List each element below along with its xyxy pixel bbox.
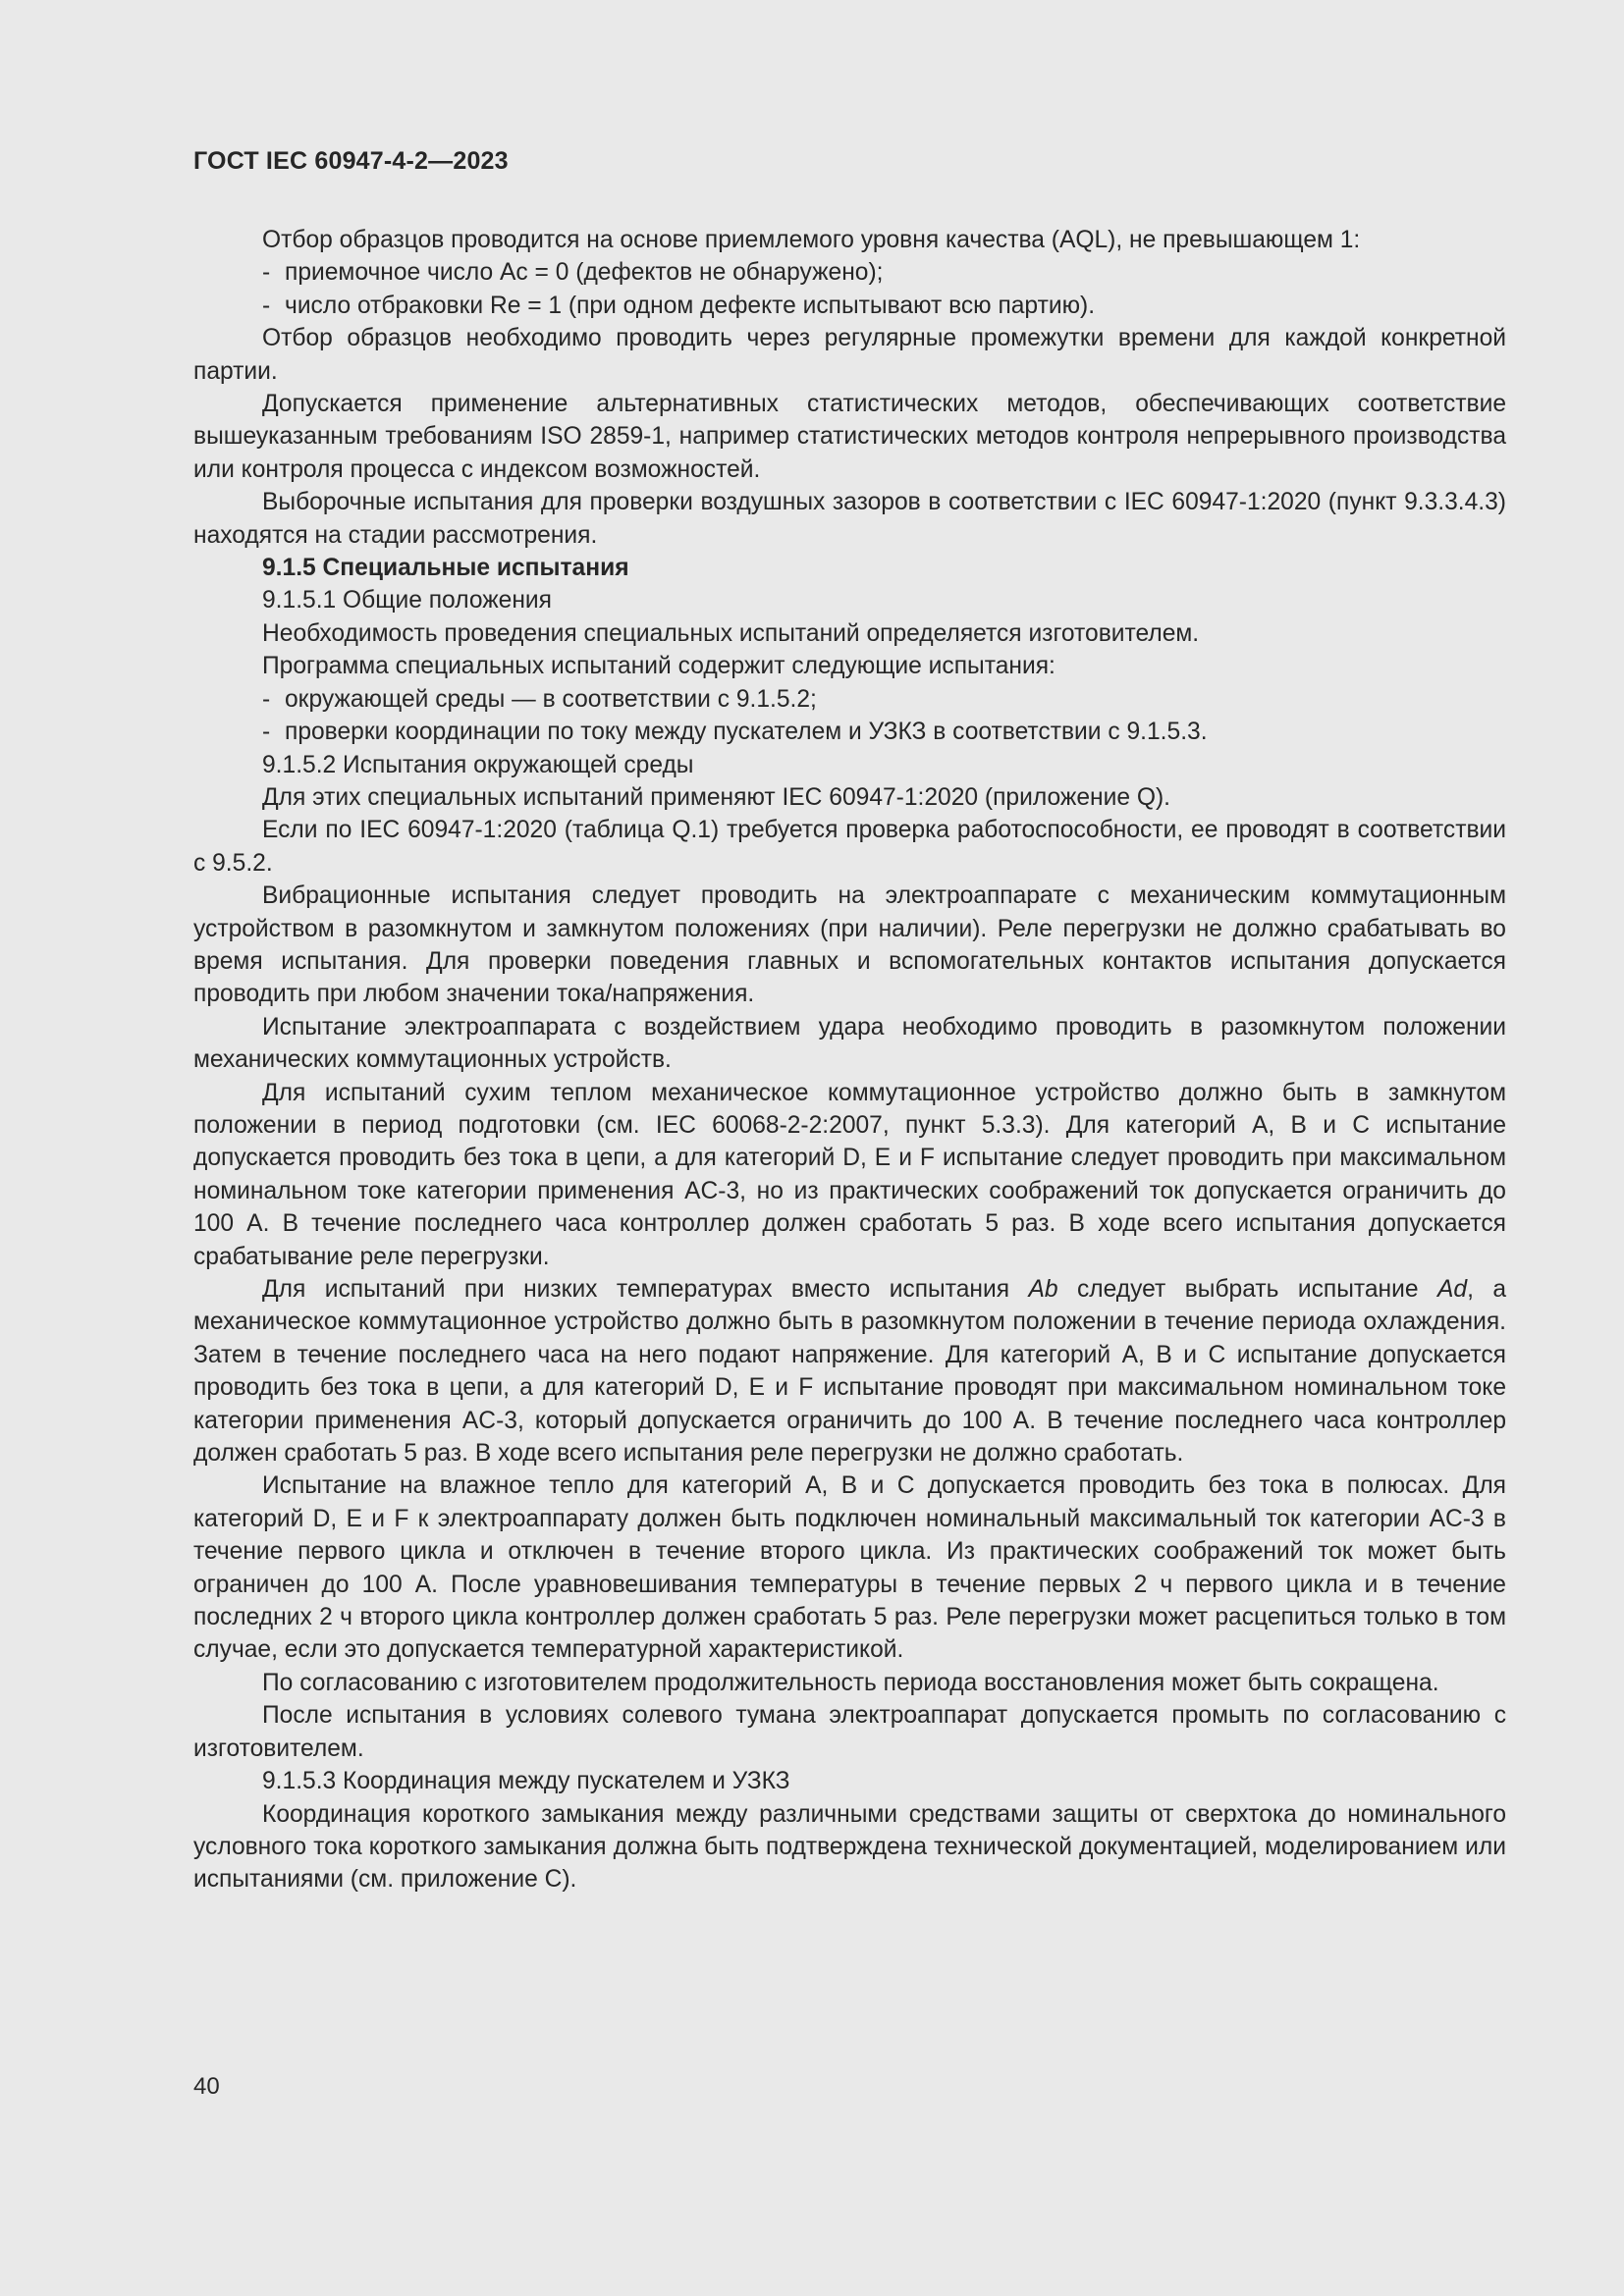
paragraph: Испытание на влажное тепло для категорий A, B и C допускается проводить без тока в полюсах. Для категорий D, E и F к электроаппарату должен быть подключен номинальный максимальный ток категории AC-3 в течение первого цикла и отключен в течение второго цикла. Из практических соображений ток может быть ограничен до 100 А. После уравновешивания температуры в течение первых 2 ч первого цикла и в течение последних 2 ч второго цикла контроллер должен сработать 5 раз. Реле перегрузки может расцепиться только в том случае, если это допускается температурной характеристикой. (193, 1472, 1506, 1664)
paragraph: По согласованию с изготовителем продолжительность периода восстановления может быть сокращена. (262, 1669, 1439, 1696)
section-heading: 9.1.5 Специальные испытания (262, 555, 629, 582)
list-item-text: окружающей среды — в соответствии с 9.1.5.2; (285, 685, 817, 713)
list-item-text: проверки координации по току между пускателем и УЗКЗ в соответствии с 9.1.5.3. (285, 719, 1208, 746)
paragraph: Координация короткого замыкания между различными средствами защиты от сверхтока до номинального условного тока короткого замыкания должна быть подтверждена технической документацией, моделированием или испытаниями (см. приложение C). (193, 1800, 1506, 1894)
paragraph: Выборочные испытания для проверки воздушных зазоров в соответствии с IEC 60947-1:2020 (пункт 9.3.3.4.3) находятся на стадии рассмотрения. (193, 489, 1506, 549)
paragraph: Необходимость проведения специальных испытаний определяется изготовителем. (262, 619, 1200, 647)
test-ab-term: Ab (1028, 1276, 1058, 1303)
list-item-text: число отбраковки Re = 1 (при одном дефекте испытывают всю партию). (285, 292, 1096, 319)
paragraph: Программа специальных испытаний содержит следующие испытания: (262, 653, 1056, 680)
list-item: - число отбраковки Re = 1 (при одном дефекте испытывают всю партию). (262, 292, 1096, 319)
list-item: - проверки координации по току между пускателем и УЗКЗ в соответствии с 9.1.5.3. (262, 719, 1208, 746)
test-ad-term: Ad (1436, 1276, 1468, 1303)
paragraph: Отбор образцов проводится на основе приемлемого уровня качества (AQL), не превышающем 1: (262, 227, 1361, 253)
page-number: 40 (193, 2073, 220, 2100)
list-item-text: приемочное число Ac = 0 (дефектов не обнаружено); (285, 259, 884, 287)
list-item: - приемочное число Ac = 0 (дефектов не обнаружено); (262, 259, 884, 287)
paragraph: Для этих специальных испытаний применяют IEC 60947-1:2020 (приложение Q). (262, 783, 1170, 811)
paragraph: Вибрационные испытания следует проводить на электроаппарате с механическим коммутационным устройством в разомкнутом и замкнутом положениях (при наличии). Реле перегрузки не должно срабатывать во время испытания. Для проверки поведения главных и вспомогательных контактов испытания допускается проводить при любом значении тока/напряжения. (193, 882, 1506, 1008)
list-item: - окружающей среды — в соответствии с 9.1.5.2; (262, 685, 817, 713)
subsection-heading: 9.1.5.1 Общие положения (262, 587, 552, 614)
paragraph: Если по IEC 60947-1:2020 (таблица Q.1) требуется проверка работоспособности, ее проводят в соответствии с 9.5.2. (193, 817, 1506, 877)
paragraph: Отбор образцов необходимо проводить через регулярные промежутки времени для каждой конкретной партии. (193, 325, 1506, 385)
paragraph: После испытания в условиях солевого тумана электроаппарат допускается промыть по согласованию с изготовителем. (193, 1702, 1506, 1762)
subsection-heading: 9.1.5.2 Испытания окружающей среды (262, 751, 694, 778)
document-header: ГОСТ IEC 60947-4-2—2023 (193, 147, 509, 175)
paragraph: Для испытаний сухим теплом механическое коммутационное устройство должно быть в замкнутом положении в период подготовки (см. IEC 60068-2-2:2007, пункт 5.3.3). Для категорий A, B и C испытание допускается проводить без тока в цепи, а для категорий D, E и F испытание следует проводить при максимальном номинальном токе категории применения AC-3, но из практических соображений ток допускается ограничить до 100 А. В течение последнего часа контроллер должен сработать 5 раз. В ходе всего испытания допускается срабатывание реле перегрузки. (193, 1079, 1506, 1270)
paragraph: Допускается применение альтернативных статистических методов, обеспечивающих соответствие вышеуказанным требованиям ISO 2859-1, например статистических методов контроля непрерывного производства или контроля процесса с индексом возможностей. (193, 391, 1506, 483)
paragraph: Испытание электроаппарата с воздействием удара необходимо проводить в разомкнутом положении механических коммутационных устройств. (193, 1013, 1506, 1074)
subsection-heading: 9.1.5.3 Координация между пускателем и УЗКЗ (262, 1768, 790, 1795)
paragraph: Для испытаний при низких температурах вместо испытания Ab следует выбрать испытание Ad, а механическое коммутационное устройство должно быть в разомкнутом положении в течение периода охлаждения. Затем в течение последнего часа на него подают напряжение. Для категорий A, B и C испытание допускается проводить без тока в цепи, а для категорий D, E и F испытание проводят при максимальном номинальном токе категории применения AC-3, который допускается ограничить до 100 А. В течение последнего часа контроллер должен сработать 5 раз. В ходе всего испытания реле перегрузки не должно сработать. (193, 1276, 1506, 1468)
document-body (193, 224, 1506, 1896)
